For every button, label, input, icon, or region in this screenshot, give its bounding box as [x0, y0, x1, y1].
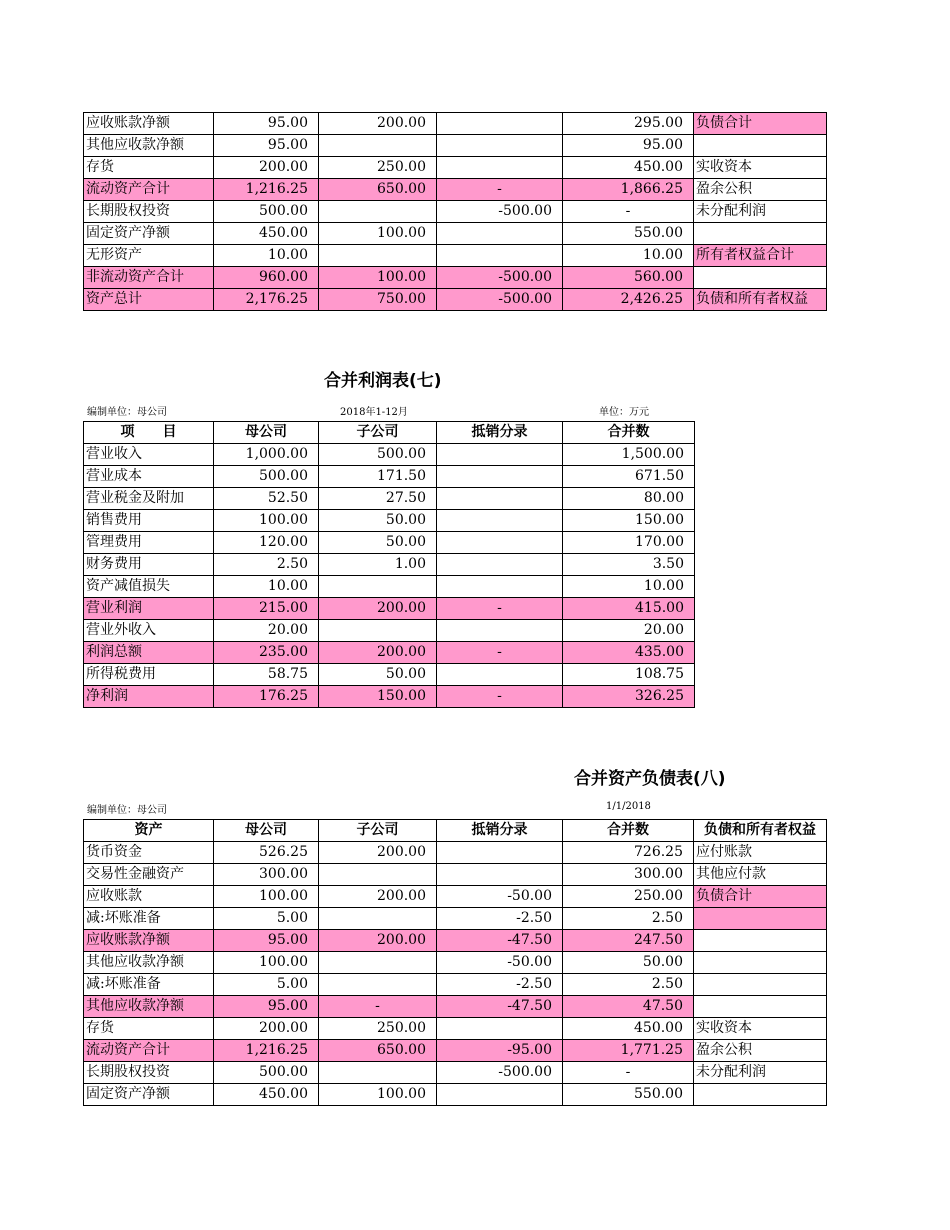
- header-elimination: 抵销分录: [437, 820, 563, 842]
- elimination-value: [437, 157, 563, 179]
- row-label: 应收账款净额: [84, 930, 214, 952]
- parent-value: 5.00: [214, 974, 319, 996]
- consolidated-value: 20.00: [563, 620, 695, 642]
- elimination-value: [437, 532, 563, 554]
- table-row: [84, 135, 827, 157]
- table-row: [84, 996, 827, 1018]
- parent-value: 500.00: [214, 201, 319, 223]
- header-elimination: 抵销分录: [437, 422, 563, 444]
- row-label: 货币资金: [84, 842, 214, 864]
- table-row: [84, 223, 827, 245]
- liabilities-equity-label: [694, 908, 827, 930]
- liabilities-equity-label: [694, 267, 827, 289]
- row-label: 营业外收入: [84, 620, 214, 642]
- parent-value: 2,176.25: [214, 289, 319, 311]
- table-row: [84, 886, 827, 908]
- balance-sheet-fragment-table: [83, 112, 827, 311]
- consolidated-value: 1,866.25: [563, 179, 694, 201]
- consolidated-value: 95.00: [563, 135, 694, 157]
- elimination-value: -: [437, 642, 563, 664]
- row-label: 固定资产净额: [84, 1084, 214, 1106]
- liabilities-equity-label: [694, 974, 827, 996]
- liabilities-equity-label: 所有者权益合计: [694, 245, 827, 267]
- table-row: [84, 1084, 827, 1106]
- liabilities-equity-label: [694, 135, 827, 157]
- elimination-value: -47.50: [437, 996, 563, 1018]
- row-label: 财务费用: [84, 554, 214, 576]
- parent-value: 100.00: [214, 952, 319, 974]
- income-statement-period: 2018年1-12月: [340, 407, 408, 418]
- table-row: [84, 554, 695, 576]
- header-parent: 母公司: [214, 820, 319, 842]
- table-row: [84, 974, 827, 996]
- row-label: 减:坏账准备: [84, 908, 214, 930]
- row-label: 其他应收款净额: [84, 996, 214, 1018]
- header-consolidated: 合并数: [563, 422, 695, 444]
- subsidiary-value: 200.00: [319, 642, 437, 664]
- subsidiary-value: 50.00: [319, 664, 437, 686]
- subsidiary-value: [319, 620, 437, 642]
- elimination-value: -500.00: [437, 267, 563, 289]
- table-row: [84, 908, 827, 930]
- elimination-value: [437, 113, 563, 135]
- elimination-value: -50.00: [437, 952, 563, 974]
- header-subsidiary: 子公司: [319, 820, 437, 842]
- parent-value: 176.25: [214, 686, 319, 708]
- consolidated-value: 247.50: [563, 930, 694, 952]
- row-label: 减:坏账准备: [84, 974, 214, 996]
- consolidated-value: 2.50: [563, 908, 694, 930]
- table-row: [84, 1040, 827, 1062]
- consolidated-value: -: [563, 201, 694, 223]
- subsidiary-value: 200.00: [319, 113, 437, 135]
- liabilities-equity-label: 未分配利润: [694, 201, 827, 223]
- consolidated-value: 295.00: [563, 113, 694, 135]
- subsidiary-value: [319, 952, 437, 974]
- liabilities-equity-label: 盈余公积: [694, 179, 827, 201]
- consolidated-value: 550.00: [563, 223, 694, 245]
- table-row: [84, 532, 695, 554]
- parent-value: 5.00: [214, 908, 319, 930]
- parent-value: 960.00: [214, 267, 319, 289]
- row-label: 固定资产净额: [84, 223, 214, 245]
- consolidated-value: 300.00: [563, 864, 694, 886]
- parent-value: 1,000.00: [214, 444, 319, 466]
- row-label: 其他应收款净额: [84, 952, 214, 974]
- elimination-value: [437, 245, 563, 267]
- elimination-value: -95.00: [437, 1040, 563, 1062]
- parent-value: 10.00: [214, 576, 319, 598]
- subsidiary-value: [319, 135, 437, 157]
- parent-value: 450.00: [214, 223, 319, 245]
- liabilities-equity-label: [694, 930, 827, 952]
- parent-value: 10.00: [214, 245, 319, 267]
- subsidiary-value: 200.00: [319, 598, 437, 620]
- row-label: 非流动资产合计: [84, 267, 214, 289]
- subsidiary-value: 250.00: [319, 1018, 437, 1040]
- consolidated-value: 47.50: [563, 996, 694, 1018]
- parent-value: 500.00: [214, 1062, 319, 1084]
- table-row: [84, 576, 695, 598]
- consolidated-value: 435.00: [563, 642, 695, 664]
- elimination-value: [437, 664, 563, 686]
- subsidiary-value: 250.00: [319, 157, 437, 179]
- subsidiary-value: 200.00: [319, 886, 437, 908]
- consolidated-value: 50.00: [563, 952, 694, 974]
- table-row: [84, 245, 827, 267]
- subsidiary-value: [319, 908, 437, 930]
- liabilities-equity-label: 负债和所有者权益: [694, 289, 827, 311]
- elimination-value: -2.50: [437, 974, 563, 996]
- table-row: [84, 201, 827, 223]
- elimination-value: [437, 510, 563, 532]
- liabilities-equity-label: 实收资本: [694, 1018, 827, 1040]
- parent-value: 1,216.25: [214, 179, 319, 201]
- table-row: [84, 642, 695, 664]
- consolidated-value: 80.00: [563, 488, 695, 510]
- elimination-value: -500.00: [437, 289, 563, 311]
- parent-value: 450.00: [214, 1084, 319, 1106]
- table-row: [84, 598, 695, 620]
- liabilities-equity-label: [694, 952, 827, 974]
- liabilities-equity-label: 其他应付款: [694, 864, 827, 886]
- row-label: 销售费用: [84, 510, 214, 532]
- parent-value: 95.00: [214, 113, 319, 135]
- subsidiary-value: 200.00: [319, 842, 437, 864]
- elimination-value: -2.50: [437, 908, 563, 930]
- parent-value: 120.00: [214, 532, 319, 554]
- elimination-value: -: [437, 686, 563, 708]
- consolidated-value: 10.00: [563, 576, 695, 598]
- subsidiary-value: 650.00: [319, 1040, 437, 1062]
- elimination-value: [437, 842, 563, 864]
- table-row: [84, 864, 827, 886]
- row-label: 应收账款: [84, 886, 214, 908]
- parent-value: 215.00: [214, 598, 319, 620]
- subsidiary-value: 1.00: [319, 554, 437, 576]
- header-subsidiary: 子公司: [319, 422, 437, 444]
- row-label: 流动资产合计: [84, 179, 214, 201]
- parent-value: 235.00: [214, 642, 319, 664]
- subsidiary-value: 171.50: [319, 466, 437, 488]
- liabilities-equity-label: [694, 223, 827, 245]
- parent-value: 95.00: [214, 930, 319, 952]
- subsidiary-value: 100.00: [319, 1084, 437, 1106]
- parent-value: 100.00: [214, 886, 319, 908]
- elimination-value: [437, 620, 563, 642]
- liabilities-equity-label: 实收资本: [694, 157, 827, 179]
- consolidated-value: 10.00: [563, 245, 694, 267]
- header-parent: 母公司: [214, 422, 319, 444]
- elimination-value: [437, 135, 563, 157]
- subsidiary-value: 650.00: [319, 179, 437, 201]
- table-row: [84, 686, 695, 708]
- table-row: [84, 444, 695, 466]
- subsidiary-value: 750.00: [319, 289, 437, 311]
- consolidated-value: 671.50: [563, 466, 695, 488]
- liabilities-equity-label: 盈余公积: [694, 1040, 827, 1062]
- parent-value: 20.00: [214, 620, 319, 642]
- subsidiary-value: [319, 864, 437, 886]
- header-item: 项 目: [84, 422, 214, 444]
- consolidated-value: 150.00: [563, 510, 695, 532]
- table-row: [84, 157, 827, 179]
- row-label: 营业税金及附加: [84, 488, 214, 510]
- subsidiary-value: [319, 245, 437, 267]
- parent-value: 300.00: [214, 864, 319, 886]
- subsidiary-value: 50.00: [319, 510, 437, 532]
- balance-sheet-date: 1/1/2018: [606, 801, 651, 812]
- elimination-value: [437, 576, 563, 598]
- liabilities-equity-label: 未分配利润: [694, 1062, 827, 1084]
- table-row: [84, 179, 827, 201]
- table-row: [84, 510, 695, 532]
- table-row: [84, 842, 827, 864]
- parent-value: 200.00: [214, 1018, 319, 1040]
- liabilities-equity-label: 负债合计: [694, 886, 827, 908]
- subsidiary-value: [319, 1062, 437, 1084]
- consolidated-value: 250.00: [563, 886, 694, 908]
- parent-value: 95.00: [214, 996, 319, 1018]
- table-row: [84, 466, 695, 488]
- table-header-row: [84, 422, 695, 444]
- liabilities-equity-label: 应付账款: [694, 842, 827, 864]
- row-label: 交易性金融资产: [84, 864, 214, 886]
- liabilities-equity-label: [694, 996, 827, 1018]
- subsidiary-value: 150.00: [319, 686, 437, 708]
- subsidiary-value: 27.50: [319, 488, 437, 510]
- row-label: 存货: [84, 157, 214, 179]
- subsidiary-value: [319, 974, 437, 996]
- elimination-value: [437, 488, 563, 510]
- consolidated-value: 3.50: [563, 554, 695, 576]
- consolidated-value: 326.25: [563, 686, 695, 708]
- consolidated-value: 450.00: [563, 1018, 694, 1040]
- row-label: 流动资产合计: [84, 1040, 214, 1062]
- balance-sheet-title: 合并资产负债表(八): [574, 769, 726, 789]
- balance-sheet-unit-left: 编制单位：母公司: [87, 805, 167, 816]
- row-label: 管理费用: [84, 532, 214, 554]
- parent-value: 1,216.25: [214, 1040, 319, 1062]
- consolidated-value: -: [563, 1062, 694, 1084]
- table-row: [84, 289, 827, 311]
- consolidated-value: 415.00: [563, 598, 695, 620]
- header-assets: 资产: [84, 820, 214, 842]
- consolidated-value: 560.00: [563, 267, 694, 289]
- elimination-value: [437, 1084, 563, 1106]
- consolidated-value: 2,426.25: [563, 289, 694, 311]
- subsidiary-value: 50.00: [319, 532, 437, 554]
- table-row: [84, 267, 827, 289]
- row-label: 存货: [84, 1018, 214, 1040]
- consolidated-value: 170.00: [563, 532, 695, 554]
- parent-value: 100.00: [214, 510, 319, 532]
- row-label: 净利润: [84, 686, 214, 708]
- table-header-row: [84, 820, 827, 842]
- table-row: [84, 664, 695, 686]
- header-liabilities-equity: 负债和所有者权益: [694, 820, 827, 842]
- table-row: [84, 952, 827, 974]
- elimination-value: [437, 554, 563, 576]
- consolidated-value: 2.50: [563, 974, 694, 996]
- row-label: 资产总计: [84, 289, 214, 311]
- liabilities-equity-label: 负债合计: [694, 113, 827, 135]
- consolidated-value: 450.00: [563, 157, 694, 179]
- consolidated-value: 1,771.25: [563, 1040, 694, 1062]
- table-row: [84, 930, 827, 952]
- liabilities-equity-label: [694, 1084, 827, 1106]
- consolidated-value: 1,500.00: [563, 444, 695, 466]
- subsidiary-value: -: [319, 996, 437, 1018]
- subsidiary-value: 100.00: [319, 223, 437, 245]
- row-label: 营业收入: [84, 444, 214, 466]
- parent-value: 52.50: [214, 488, 319, 510]
- table-row: [84, 1062, 827, 1084]
- parent-value: 95.00: [214, 135, 319, 157]
- row-label: 资产减值损失: [84, 576, 214, 598]
- row-label: 营业成本: [84, 466, 214, 488]
- income-statement-title: 合并利润表(七): [324, 371, 442, 391]
- elimination-value: -47.50: [437, 930, 563, 952]
- elimination-value: -: [437, 598, 563, 620]
- subsidiary-value: [319, 201, 437, 223]
- elimination-value: -500.00: [437, 1062, 563, 1084]
- row-label: 长期股权投资: [84, 201, 214, 223]
- subsidiary-value: [319, 576, 437, 598]
- income-statement-table: [83, 421, 695, 708]
- row-label: 长期股权投资: [84, 1062, 214, 1084]
- header-consolidated: 合并数: [563, 820, 694, 842]
- subsidiary-value: 500.00: [319, 444, 437, 466]
- table-row: [84, 113, 827, 135]
- subsidiary-value: 200.00: [319, 930, 437, 952]
- elimination-value: -: [437, 179, 563, 201]
- elimination-value: [437, 444, 563, 466]
- table-row: [84, 1018, 827, 1040]
- row-label: 营业利润: [84, 598, 214, 620]
- row-label: 利润总额: [84, 642, 214, 664]
- row-label: 无形资产: [84, 245, 214, 267]
- parent-value: 500.00: [214, 466, 319, 488]
- elimination-value: [437, 223, 563, 245]
- row-label: 应收账款净额: [84, 113, 214, 135]
- elimination-value: [437, 864, 563, 886]
- elimination-value: [437, 1018, 563, 1040]
- elimination-value: -50.00: [437, 886, 563, 908]
- consolidated-value: 726.25: [563, 842, 694, 864]
- consolidated-value: 108.75: [563, 664, 695, 686]
- parent-value: 200.00: [214, 157, 319, 179]
- row-label: 所得税费用: [84, 664, 214, 686]
- elimination-value: [437, 466, 563, 488]
- consolidated-value: 550.00: [563, 1084, 694, 1106]
- subsidiary-value: 100.00: [319, 267, 437, 289]
- income-statement-unit-right: 单位：万元: [599, 407, 649, 418]
- parent-value: 526.25: [214, 842, 319, 864]
- balance-sheet-table: [83, 819, 827, 1106]
- parent-value: 58.75: [214, 664, 319, 686]
- elimination-value: -500.00: [437, 201, 563, 223]
- income-statement-unit-left: 编制单位：母公司: [87, 407, 167, 418]
- table-row: [84, 488, 695, 510]
- row-label: 其他应收款净额: [84, 135, 214, 157]
- parent-value: 2.50: [214, 554, 319, 576]
- table-row: [84, 620, 695, 642]
